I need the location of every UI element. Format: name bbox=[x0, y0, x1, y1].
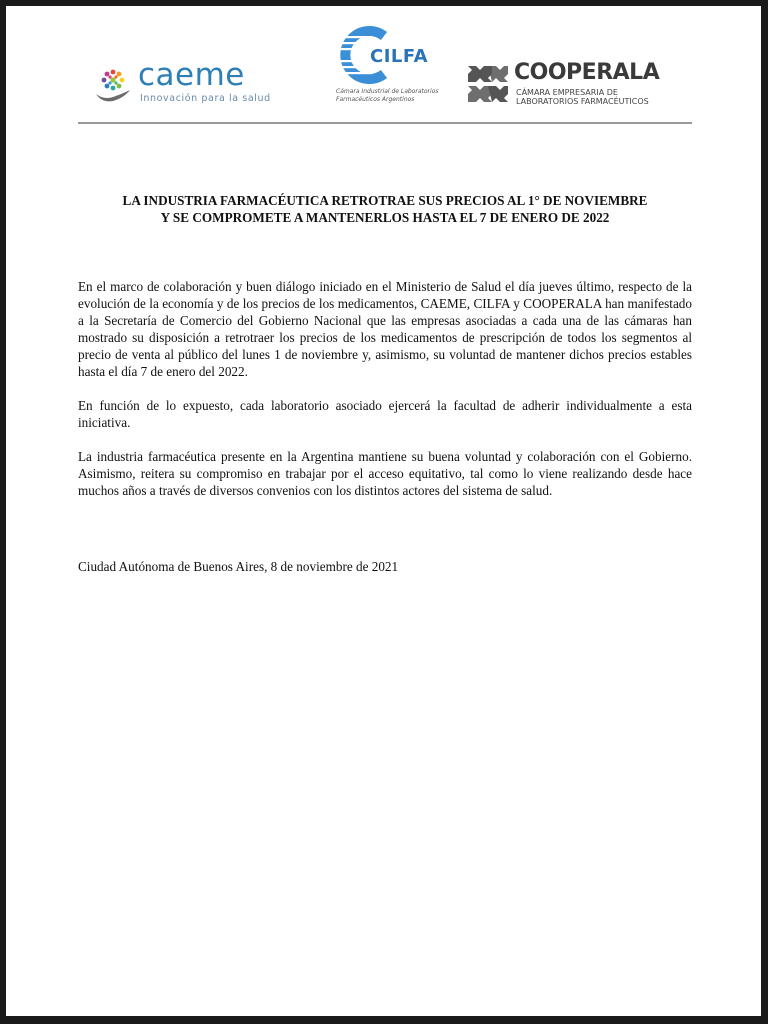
cilfa-subtitle-line-2: Farmacéuticos Argentinos bbox=[336, 96, 415, 103]
document-page bbox=[6, 6, 761, 1016]
cooperala-subtitle bbox=[516, 88, 666, 106]
cilfa-subtitle bbox=[336, 88, 446, 104]
paragraph-1: En el marco de colaboración y buen diálogo iniciado en el Ministerio de Salud el día jueves último, respecto de la evolución de la economía y de los precios de los medicamentos, CAEME, CILFA y COOPERALA han manifestado a la Secretaría de Comercio del Gobierno Nacional que las empresas asociadas a cada una de las cámaras han mostrado su disposición a retrotraer los precios de los medicamentos de prescripción de todos los segmentos al precio de venta al público del lunes 1 de noviembre y, asimismo, su voluntad de mantener dichos precios estables hasta el día 7 de enero del 2022. bbox=[78, 279, 692, 379]
cilfa-name: CILFA bbox=[370, 46, 429, 67]
caeme-logo bbox=[92, 57, 292, 110]
cooperala-logo bbox=[466, 62, 706, 112]
cilfa-logo bbox=[334, 24, 444, 116]
paragraph-3: La industria farmacéutica presente en la Argentina mantiene su buena voluntad y colaboración con el Gobierno. Asimismo, reitera su compromiso en trabajar por el acceso equitativo, tal como lo viene realizando desde hace muchos años a través de diversos convenios con los distintos actores del sistema de salud. bbox=[78, 449, 692, 498]
caeme-tagline: Innovación para la salud bbox=[140, 93, 271, 104]
caeme-flower-icon bbox=[92, 64, 134, 104]
title-line-2: Y SE COMPROMETE A MANTENERLOS HASTA EL 7 DE ENERO DE 2022 bbox=[160, 210, 610, 225]
document-body bbox=[78, 278, 692, 516]
cilfa-subtitle-line-1: Cámara Industrial de Laboratorios bbox=[336, 88, 439, 95]
cooperala-subtitle-line-1: CÁMARA EMPRESARIA DE bbox=[516, 88, 618, 97]
title-line-1: LA INDUSTRIA FARMACÉUTICA RETROTRAE SUS PRECIOS AL 1° DE NOVIEMBRE bbox=[122, 193, 648, 208]
cooperala-name: COOPERALA bbox=[514, 60, 660, 85]
caeme-name: caeme bbox=[138, 57, 245, 93]
header-logos bbox=[6, 6, 761, 124]
cooperala-subtitle-line-2: LABORATORIOS FARMACÉUTICOS bbox=[516, 97, 649, 106]
cooperala-cross-pattern-icon bbox=[466, 64, 510, 106]
header-divider bbox=[78, 122, 692, 124]
document-title bbox=[72, 192, 698, 226]
closing-place-date: Ciudad Autónoma de Buenos Aires, 8 de noviembre de 2021 bbox=[78, 559, 399, 574]
paragraph-2: En función de lo expuesto, cada laboratorio asociado ejercerá la facultad de adherir individualmente a esta iniciativa. bbox=[78, 398, 692, 430]
